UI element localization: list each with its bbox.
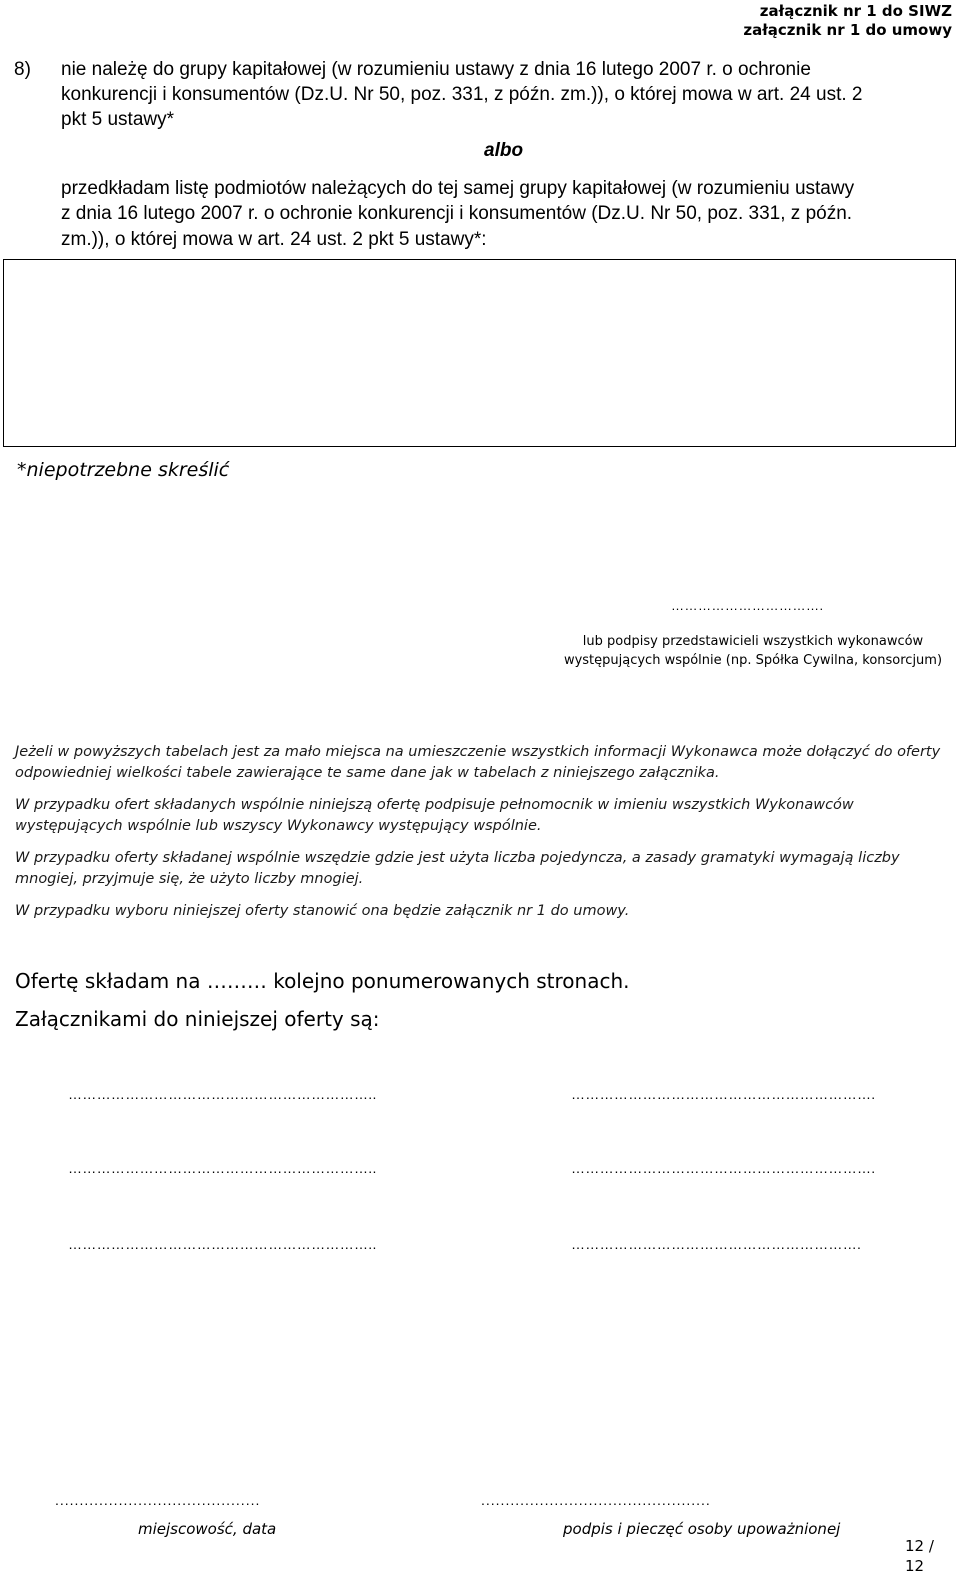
note-joint-offer-line2: występujących wspólnie lub wszyscy Wykonawcy występujący wspólnie. (15, 818, 542, 834)
albo-label: albo (484, 140, 524, 161)
attachment-right-3: ……………………………………………………. (571, 1236, 862, 1252)
note-tables-line2: odpowiedniej wielkości tabele zawierające te same dane jak w tabelach z niniejszego załącznika. (15, 765, 720, 781)
page-number-total: 12 (905, 1557, 925, 1575)
place-date-caption: miejscowość, data (138, 1520, 277, 1538)
header-annex-contract: załącznik nr 1 do umowy (743, 21, 952, 39)
attachment-left-3: ……………………………………………………….. (68, 1236, 377, 1252)
attachment-left-1: ……………………………………………………….. (68, 1086, 377, 1102)
note-plural-line1: W przypadku oferty składanej wspólnie wszędzie gdzie jest użyta liczba pojedyncza, a zasady gramatyki wymagają liczby (15, 850, 900, 866)
page-number-current: 12 / (905, 1537, 934, 1555)
header-annex-siwz: załącznik nr 1 do SIWZ (759, 2, 952, 20)
section8-line5: z dnia 16 lutego 2007 r. o ochronie konkurencji i konsumentów (Dz.U. Nr 50, poz. 331, z późn. (61, 203, 853, 224)
signature-dots: ……………………………. (671, 598, 824, 613)
section8-line6: zm.)), o której mowa w art. 24 ust. 2 pkt 5 ustawy*: (61, 229, 487, 250)
attachment-right-1: ………………………………………………………. (571, 1086, 876, 1102)
attachments-title: Załącznikami do niniejszej oferty są: (15, 1007, 380, 1031)
note-contract-annex: W przypadku wyboru niniejszej oferty stanowić ona będzie załącznik nr 1 do umowy. (15, 903, 630, 919)
note-tables-line1: Jeżeli w powyższych tabelach jest za mało miejsca na umieszczenie wszystkich informacji Wykonawca może dołączyć do oferty (15, 744, 941, 760)
signature-stamp-dots: ............................................... (481, 1492, 711, 1508)
footnote-strike-unnecessary: *niepotrzebne skreślić (17, 459, 230, 481)
signature-caption-line2: występujących wspólnie (np. Spółka Cywilna, konsorcjum) (563, 653, 943, 668)
section-number: 8) (14, 59, 31, 80)
attachment-right-2: ………………………………………………………. (571, 1160, 876, 1176)
place-date-dots: .......................................... (55, 1492, 261, 1508)
attachment-left-2: ……………………………………………………….. (68, 1160, 377, 1176)
section8-line1: nie należę do grupy kapitałowej (w rozumieniu ustawy z dnia 16 lutego 2007 r. o ochronie (61, 59, 811, 80)
signature-caption-line1: lub podpisy przedstawicieli wszystkich wykonawców (582, 634, 924, 649)
section8-line3: pkt 5 ustawy* (61, 109, 174, 130)
section8-line2: konkurencji i konsumentów (Dz.U. Nr 50, poz. 331, z późn. zm.)), o której mowa w art. 24 ust. 2 (61, 84, 863, 105)
section8-line4: przedkładam listę podmiotów należących do tej samej grupy kapitałowej (w rozumieniu ustawy (61, 178, 855, 199)
signature-stamp-caption: podpis i pieczęć osoby upoważnionej (563, 1520, 841, 1538)
capital-group-list-box (3, 259, 956, 447)
note-joint-offer-line1: W przypadku ofert składanych wspólnie niniejszą ofertę podpisuje pełnomocnik w imieniu wszystkich Wykonawców (15, 797, 854, 813)
note-plural-line2: mnogiej, przyjmuje się, że użyto liczby mnogiej. (15, 871, 364, 887)
pages-count-line: Ofertę składam na ……… kolejno ponumerowanych stronach. (15, 969, 630, 993)
